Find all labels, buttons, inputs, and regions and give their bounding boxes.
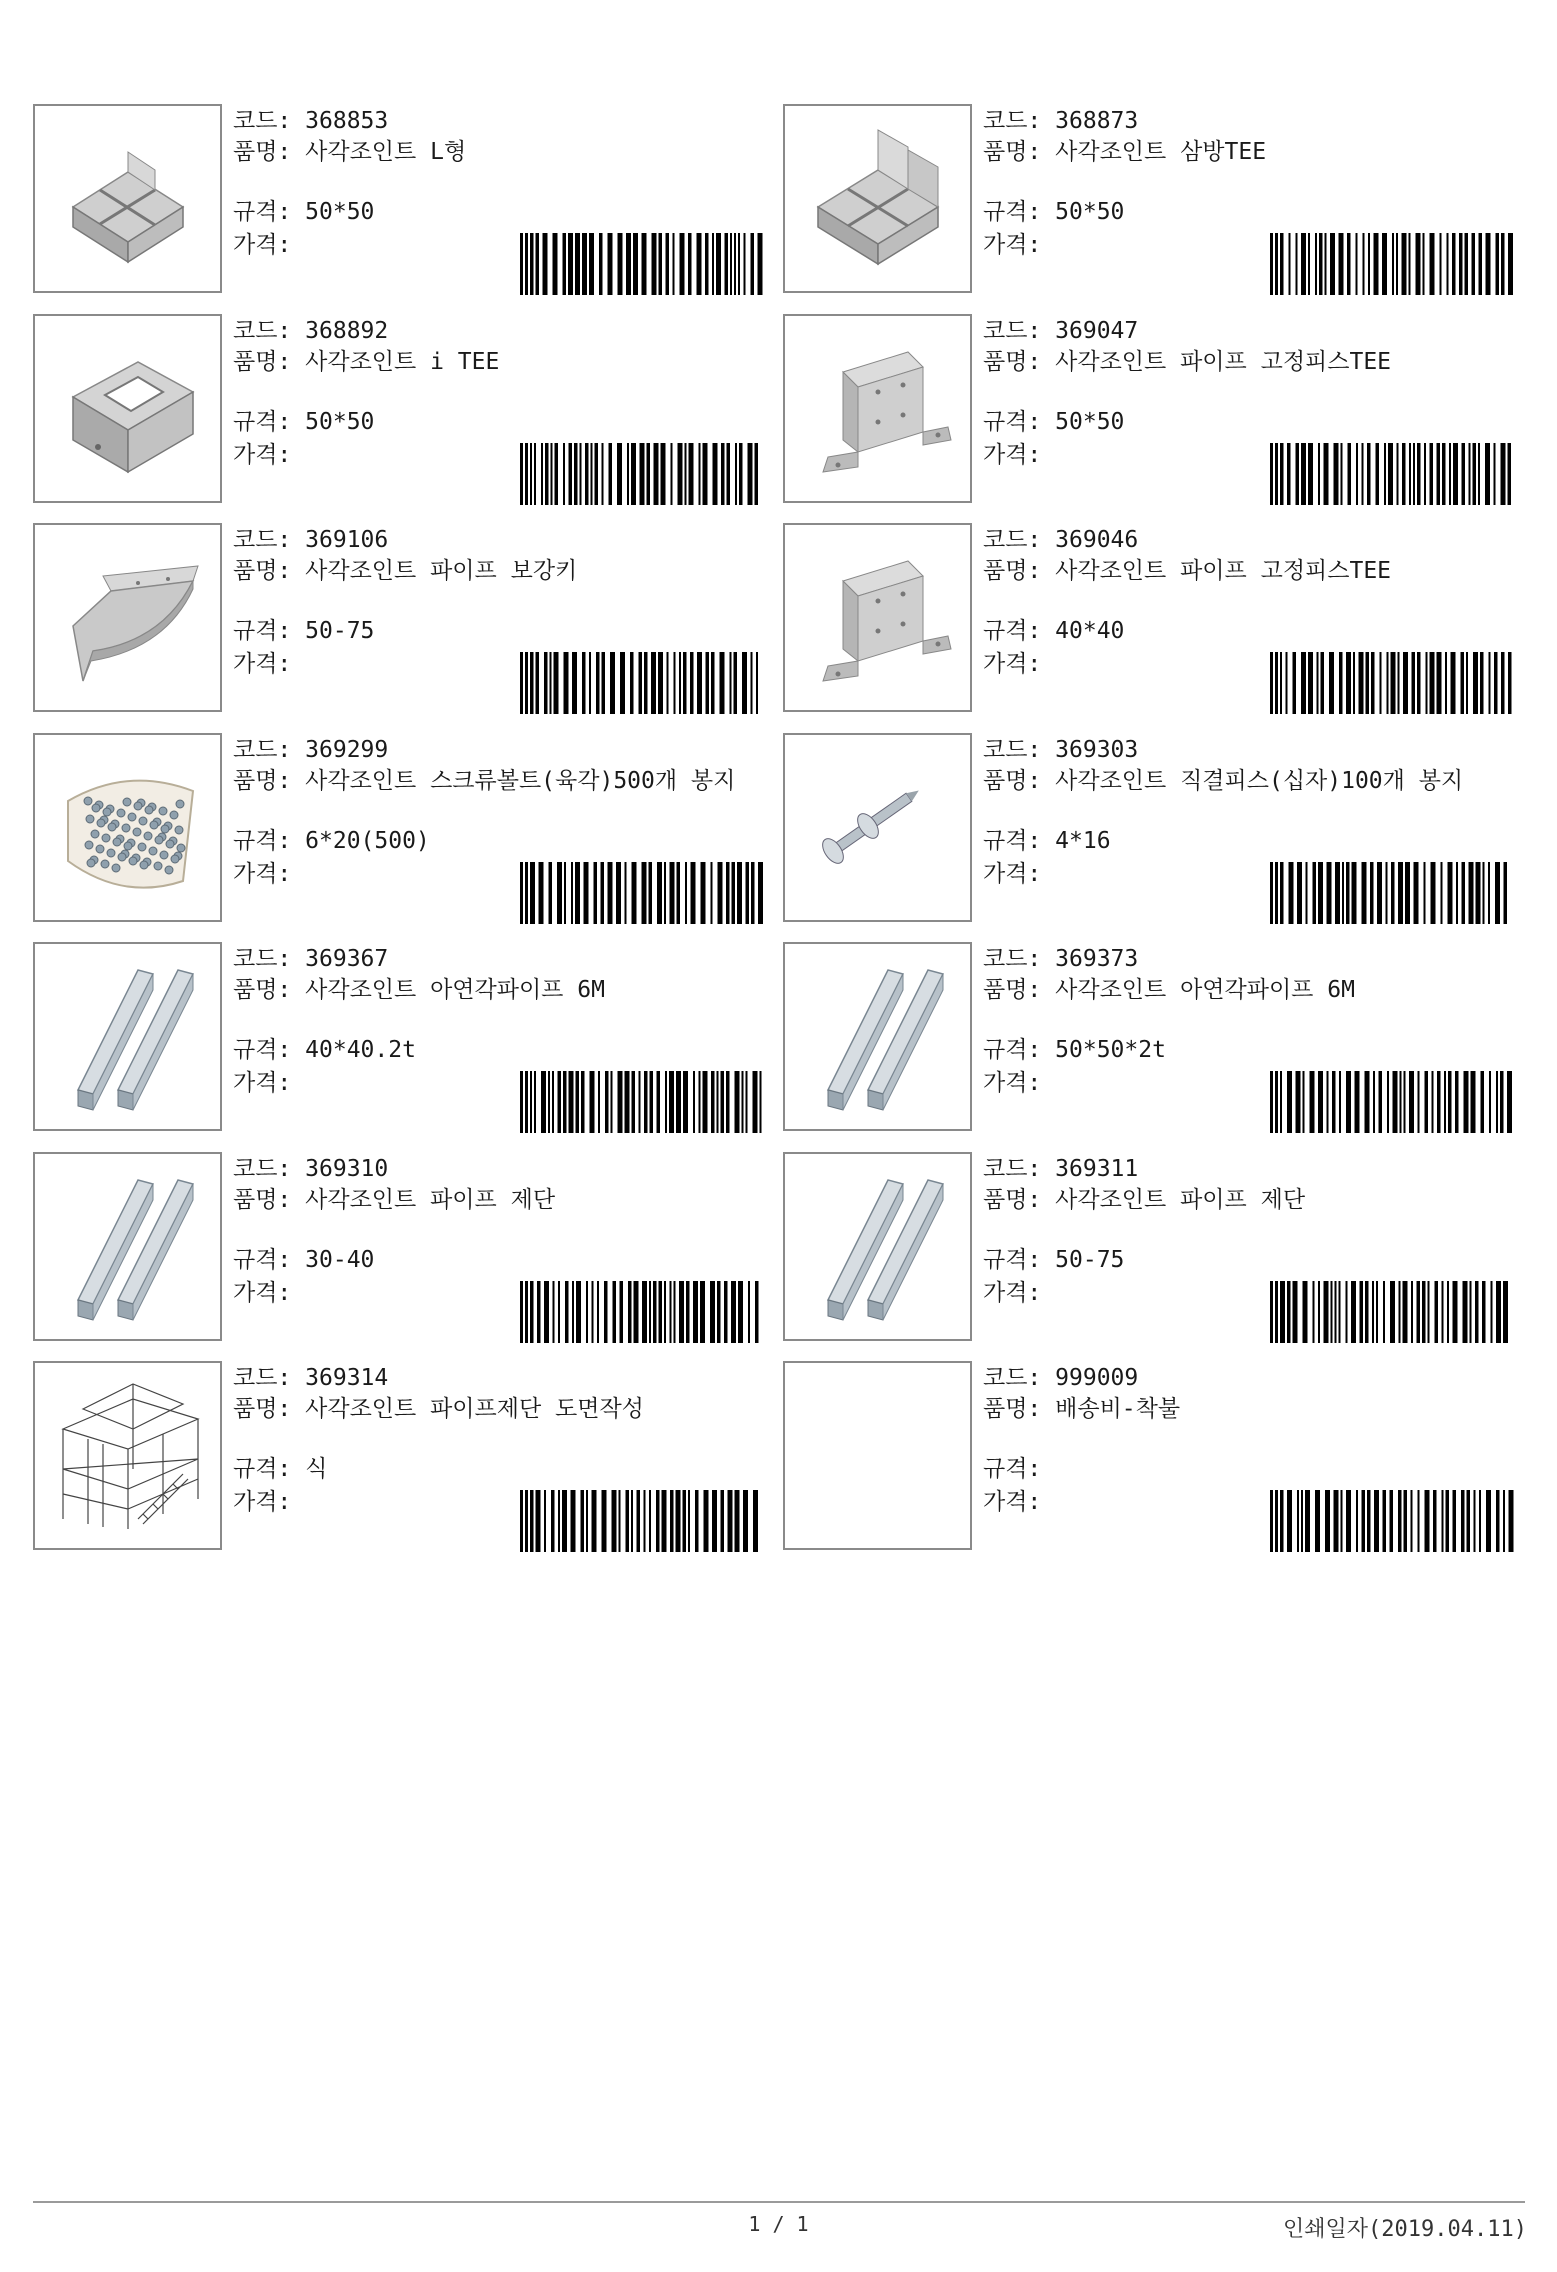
product-name-label: 품명: <box>233 977 292 1003</box>
product-code-label: 코드: <box>233 737 292 763</box>
product-code <box>983 106 1138 136</box>
product-code-value: 368853 <box>305 108 389 134</box>
product-name-label: 품명: <box>983 558 1042 584</box>
product-name-label: 품명: <box>983 1187 1042 1213</box>
product-image <box>783 523 972 712</box>
square-pipe-icon <box>793 950 963 1124</box>
product-code <box>983 1363 1138 1393</box>
product-image <box>783 1152 972 1341</box>
product-card <box>33 1152 773 1344</box>
product-image <box>783 942 972 1131</box>
product-price-label: 가격: <box>983 1280 1042 1306</box>
product-spec <box>983 197 1124 227</box>
product-code-label: 코드: <box>983 527 1042 553</box>
product-name <box>233 1394 773 1424</box>
product-spec <box>233 407 374 437</box>
product-code-value: 369311 <box>1055 1156 1139 1182</box>
product-code-label: 코드: <box>983 946 1042 972</box>
bracket-icon <box>793 531 963 705</box>
product-code-label: 코드: <box>233 527 292 553</box>
product-card <box>783 314 1523 506</box>
product-card <box>783 733 1523 925</box>
product-spec <box>233 197 374 227</box>
product-name <box>983 1185 1523 1215</box>
product-name <box>233 347 773 377</box>
product-code-label: 코드: <box>233 1156 292 1182</box>
product-name-value: 배송비-착불 <box>1055 1396 1181 1422</box>
product-spec-value: 식 <box>305 1456 328 1482</box>
product-code-label: 코드: <box>233 318 292 344</box>
product-image <box>783 1361 972 1550</box>
footer-divider <box>33 2201 1525 2203</box>
product-price <box>233 1487 291 1517</box>
product-name <box>983 766 1523 796</box>
product-name-value: 사각조인트 파이프 제단 <box>1055 1187 1306 1213</box>
product-code <box>983 944 1138 974</box>
i-tee-icon <box>43 322 213 496</box>
product-code-label: 코드: <box>983 1365 1042 1391</box>
product-card <box>783 523 1523 715</box>
product-code <box>233 735 388 765</box>
product-price <box>233 1068 291 1098</box>
product-card <box>783 104 1523 296</box>
product-name-label: 품명: <box>983 768 1042 794</box>
print-date: 인쇄일자(2019.04.11) <box>1283 2217 1527 2242</box>
product-spec-label: 규격: <box>983 1247 1042 1273</box>
product-price-label: 가격: <box>233 1280 292 1306</box>
product-image <box>783 733 972 922</box>
product-spec <box>233 616 374 646</box>
product-image <box>33 523 222 712</box>
product-name-value: 사각조인트 아연각파이프 6M <box>305 977 605 1003</box>
barcode <box>1270 1071 1520 1133</box>
product-spec-value: 6*20(500) <box>305 828 430 854</box>
product-name <box>233 1185 773 1215</box>
square-pipe-icon <box>793 1160 963 1334</box>
product-code <box>233 316 388 346</box>
product-price-label: 가격: <box>233 442 292 468</box>
product-name-label: 품명: <box>233 558 292 584</box>
product-name-label: 품명: <box>233 768 292 794</box>
product-name-value: 사각조인트 파이프 고정피스TEE <box>1055 349 1392 375</box>
structure-drawing-icon <box>43 1369 213 1543</box>
product-name <box>983 1394 1523 1424</box>
product-spec <box>983 616 1124 646</box>
product-code-value: 369373 <box>1055 946 1139 972</box>
product-spec-label: 규격: <box>233 409 292 435</box>
product-spec-value: 30-40 <box>305 1247 375 1273</box>
product-card <box>33 314 773 506</box>
product-image <box>783 314 972 503</box>
product-code-value: 369314 <box>305 1365 389 1391</box>
product-code-value: 369310 <box>305 1156 389 1182</box>
product-price <box>983 1278 1041 1308</box>
product-price <box>233 230 291 260</box>
product-code-value: 999009 <box>1055 1365 1139 1391</box>
product-name-label: 품명: <box>983 139 1042 165</box>
product-spec-label: 규격: <box>233 199 292 225</box>
product-code <box>233 1363 388 1393</box>
product-spec-label: 규격: <box>983 1037 1042 1063</box>
product-spec <box>983 1245 1124 1275</box>
product-code-value: 369046 <box>1055 527 1139 553</box>
product-code-value: 369367 <box>305 946 389 972</box>
product-price <box>983 230 1041 260</box>
product-name-label: 품명: <box>233 349 292 375</box>
product-name <box>983 975 1523 1005</box>
product-card <box>33 733 773 925</box>
reinforcement-key-icon <box>43 531 213 705</box>
product-spec-label: 규격: <box>983 1456 1042 1482</box>
product-card <box>33 1361 773 1553</box>
product-spec <box>983 1035 1166 1065</box>
product-code-value: 369047 <box>1055 318 1139 344</box>
product-name-label: 품명: <box>983 349 1042 375</box>
product-name-value: 사각조인트 파이프 고정피스TEE <box>1055 558 1392 584</box>
product-spec-value: 50-75 <box>1055 1247 1125 1273</box>
product-spec <box>233 1245 374 1275</box>
product-price-label: 가격: <box>233 232 292 258</box>
barcode <box>520 1281 770 1343</box>
product-code-value: 369303 <box>1055 737 1139 763</box>
product-price-label: 가격: <box>983 1070 1042 1096</box>
product-code-value: 369106 <box>305 527 389 553</box>
barcode <box>520 233 770 295</box>
product-price <box>233 649 291 679</box>
barcode <box>1270 233 1520 295</box>
product-code <box>233 525 388 555</box>
product-spec-label: 규격: <box>233 1247 292 1273</box>
product-card <box>783 1361 1523 1553</box>
product-code-label: 코드: <box>233 108 292 134</box>
product-name <box>233 556 773 586</box>
barcode <box>520 862 770 924</box>
product-name-label: 품명: <box>983 1396 1042 1422</box>
product-code-label: 코드: <box>983 108 1042 134</box>
product-price-label: 가격: <box>233 861 292 887</box>
product-spec <box>983 407 1124 437</box>
product-name-value: 사각조인트 파이프 보강키 <box>305 558 578 584</box>
product-price-label: 가격: <box>983 442 1042 468</box>
product-card <box>783 942 1523 1134</box>
product-spec-label: 규격: <box>983 199 1042 225</box>
product-image <box>33 104 222 293</box>
product-spec <box>233 1035 416 1065</box>
product-name <box>983 137 1523 167</box>
product-name-label: 품명: <box>233 1187 292 1213</box>
product-spec-value: 4*16 <box>1055 828 1111 854</box>
product-spec-value: 50*50 <box>1055 409 1125 435</box>
barcode <box>1270 1490 1520 1552</box>
product-spec <box>233 826 430 856</box>
product-name-value: 사각조인트 아연각파이프 6M <box>1055 977 1355 1003</box>
product-name <box>233 975 773 1005</box>
product-code-label: 코드: <box>233 946 292 972</box>
product-name-value: 사각조인트 삼방TEE <box>1055 139 1267 165</box>
product-spec-value: 50*50*2t <box>1055 1037 1166 1063</box>
product-name-label: 품명: <box>233 139 292 165</box>
barcode <box>1270 1281 1520 1343</box>
product-code-value: 368892 <box>305 318 389 344</box>
square-pipe-icon <box>43 1160 213 1334</box>
product-price-label: 가격: <box>983 1489 1042 1515</box>
product-name-value: 사각조인트 직결피스(십자)100개 봉지 <box>1055 768 1464 794</box>
product-code-label: 코드: <box>233 1365 292 1391</box>
product-name <box>233 766 773 796</box>
product-spec-value: 50*50 <box>1055 199 1125 225</box>
product-spec-value: 50*50 <box>305 409 375 435</box>
product-name-value: 사각조인트 파이프 제단 <box>305 1187 556 1213</box>
product-image <box>33 733 222 922</box>
product-image <box>33 942 222 1131</box>
product-code <box>983 1154 1138 1184</box>
product-spec-label: 규격: <box>983 828 1042 854</box>
product-price-label: 가격: <box>233 1489 292 1515</box>
product-name <box>983 347 1523 377</box>
product-spec-label: 규격: <box>983 409 1042 435</box>
product-code-label: 코드: <box>983 1156 1042 1182</box>
product-image <box>33 1152 222 1341</box>
product-code-label: 코드: <box>983 318 1042 344</box>
product-code <box>983 316 1138 346</box>
product-code <box>233 106 388 136</box>
product-name-label: 품명: <box>233 1396 292 1422</box>
product-code-value: 369299 <box>305 737 389 763</box>
product-name-value: 사각조인트 스크류볼트(육각)500개 봉지 <box>305 768 736 794</box>
product-code-value: 368873 <box>1055 108 1139 134</box>
square-pipe-icon <box>43 950 213 1124</box>
product-name <box>233 137 773 167</box>
product-price <box>233 440 291 470</box>
screw-bag-icon <box>43 741 213 915</box>
product-card <box>33 523 773 715</box>
product-spec-value: 50-75 <box>305 618 375 644</box>
product-price <box>233 1278 291 1308</box>
product-price <box>983 440 1041 470</box>
product-spec <box>983 826 1111 856</box>
product-spec-value: 40*40 <box>1055 618 1125 644</box>
product-spec-label: 규격: <box>983 618 1042 644</box>
product-price-label: 가격: <box>983 861 1042 887</box>
product-card <box>33 942 773 1134</box>
product-code <box>233 1154 388 1184</box>
product-name-value: 사각조인트 i TEE <box>305 349 500 375</box>
product-spec-value: 50*50 <box>305 199 375 225</box>
product-image <box>33 1361 222 1550</box>
product-price <box>983 649 1041 679</box>
product-price <box>233 859 291 889</box>
product-card <box>33 104 773 296</box>
product-code-label: 코드: <box>983 737 1042 763</box>
barcode <box>1270 443 1520 505</box>
product-spec <box>983 1454 1041 1484</box>
product-price-label: 가격: <box>983 232 1042 258</box>
product-price-label: 가격: <box>983 651 1042 677</box>
product-price <box>983 859 1041 889</box>
barcode <box>1270 862 1520 924</box>
product-price <box>983 1487 1041 1517</box>
product-spec-value: 40*40.2t <box>305 1037 416 1063</box>
barcode <box>520 652 770 714</box>
page-number: 1 / 1 <box>748 2212 809 2236</box>
barcode <box>520 1071 770 1133</box>
barcode <box>1270 652 1520 714</box>
product-card <box>783 1152 1523 1344</box>
product-spec-label: 규격: <box>233 1037 292 1063</box>
product-image <box>783 104 972 293</box>
product-price-label: 가격: <box>233 1070 292 1096</box>
product-spec <box>233 1454 327 1484</box>
product-spec-label: 규격: <box>233 1456 292 1482</box>
product-name-value: 사각조인트 L형 <box>305 139 467 165</box>
product-spec-label: 규격: <box>233 618 292 644</box>
three-way-tee-icon <box>793 112 963 286</box>
product-price <box>983 1068 1041 1098</box>
bracket-icon <box>793 322 963 496</box>
product-code <box>983 525 1138 555</box>
screws-icon <box>793 741 963 915</box>
product-name <box>983 556 1523 586</box>
product-name-value: 사각조인트 파이프제단 도면작성 <box>305 1396 644 1422</box>
product-name-label: 품명: <box>983 977 1042 1003</box>
barcode <box>520 443 770 505</box>
product-spec-label: 규격: <box>233 828 292 854</box>
barcode <box>520 1490 770 1552</box>
product-code <box>233 944 388 974</box>
product-code <box>983 735 1138 765</box>
product-price-label: 가격: <box>233 651 292 677</box>
l-joint-icon <box>43 112 213 286</box>
product-image <box>33 314 222 503</box>
